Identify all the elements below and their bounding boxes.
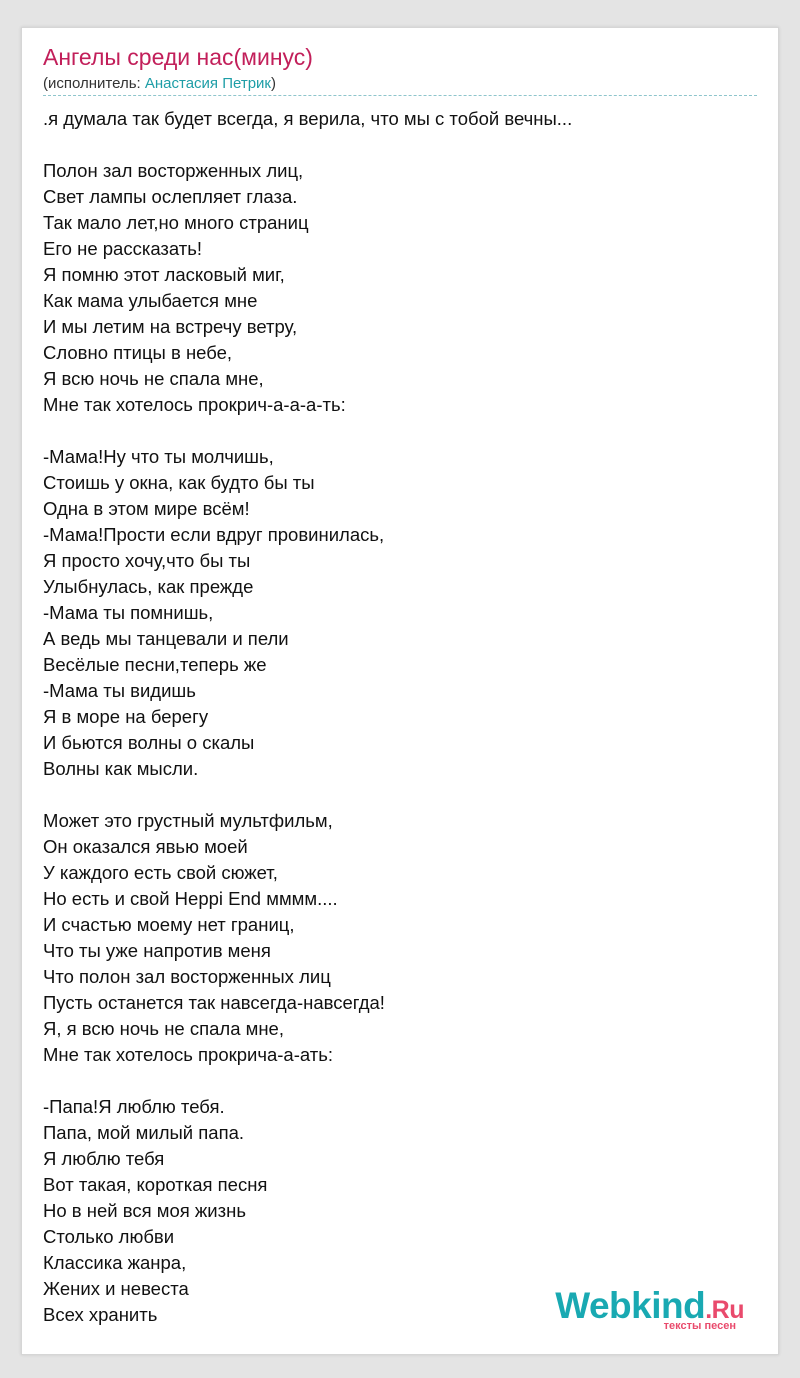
logo-tld: .Ru (705, 1296, 744, 1324)
lyric-line: -Мама ты помнишь, (43, 602, 214, 623)
lyric-line: Классика жанра, (43, 1252, 187, 1273)
lyric-line: Я в море на берегу (43, 706, 209, 727)
lyric-line: Так мало лет,но много страниц (43, 212, 309, 233)
lyric-line: Он оказался явью моей (43, 836, 248, 857)
lyric-line: Словно птицы в небе, (43, 342, 233, 363)
lyric-line: Я просто хочу,что бы ты (43, 550, 251, 571)
stanza-break (43, 1068, 757, 1094)
artist-link[interactable]: Анастасия Петрик (144, 75, 271, 92)
lyric-line: Папа, мой милый папа. (43, 1122, 245, 1143)
lyric-line: Мне так хотелось прокрич-а-а-а-ть: (43, 394, 346, 415)
lyric-line: А ведь мы танцевали и пели (43, 628, 289, 649)
artist-line (43, 74, 757, 96)
lyric-line: Полон зал восторженных лиц, (43, 160, 304, 181)
lyric-line: Пусть останется так навсегда-навсегда! (43, 992, 385, 1013)
song-title: Ангелы среди нас(минус) (43, 44, 313, 70)
logo-name: Webkind (555, 1285, 706, 1326)
lyric-line: -Мама ты видишь (43, 680, 196, 701)
lyric-line: Улыбнулась, как прежде (43, 576, 254, 597)
lyric-line: Жених и невеста (43, 1278, 189, 1299)
lyric-line: У каждого есть свой сюжет, (43, 862, 278, 883)
stanza-break (43, 132, 757, 158)
artist-suffix: ) (271, 75, 276, 92)
lyric-line: Весёлые песни,теперь же (43, 654, 267, 675)
lyric-line: Свет лампы ослепляет глаза. (43, 186, 298, 207)
lyric-line: Его не рассказать! (43, 238, 203, 259)
lyric-line: Я, я всю ночь не спала мне, (43, 1018, 284, 1039)
lyric-line: Что ты уже напротив меня (43, 940, 271, 961)
stanza-break (43, 418, 757, 444)
lyric-line: Может это грустный мультфильм, (43, 810, 333, 831)
artist-prefix: (исполнитель: (43, 75, 145, 92)
lyric-line: И бьются волны о скалы (43, 732, 255, 753)
stanza-break (43, 782, 757, 808)
lyric-line: -Папа!Я люблю тебя. (43, 1096, 225, 1117)
lyric-line: Вот такая, короткая песня (43, 1174, 268, 1195)
lyric-line: Всех хранить (43, 1304, 158, 1325)
logo-tagline: тексты песен (663, 1320, 736, 1332)
lyric-line: Я всю ночь не спала мне, (43, 368, 264, 389)
lyric-line: Я люблю тебя (43, 1148, 165, 1169)
lyric-line: Стоишь у окна, как будто бы ты (43, 472, 315, 493)
lyrics-text (43, 106, 757, 1328)
lyric-line: Я помню этот ласковый миг, (43, 264, 285, 285)
lyric-line: Одна в этом мире всём! (43, 498, 250, 519)
lyric-line: .я думала так будет всегда, я верила, что мы с тобой вечны... (43, 108, 573, 129)
lyric-line: И счастью моему нет границ, (43, 914, 295, 935)
lyric-line: Волны как мысли. (43, 758, 199, 779)
webkind-logo[interactable] (555, 1285, 744, 1332)
lyric-line: Мне так хотелось прокрича-а-ать: (43, 1044, 334, 1065)
lyric-line: Но есть и свой Heppi End мммм.... (43, 888, 338, 909)
lyric-line: Как мама улыбается мне (43, 290, 258, 311)
lyric-line: -Мама!Ну что ты молчишь, (43, 446, 274, 467)
lyric-line: Но в ней вся моя жизнь (43, 1200, 246, 1221)
lyric-line: Столько любви (43, 1226, 175, 1247)
lyric-line: -Мама!Прости если вдруг провинилась, (43, 524, 385, 545)
lyric-line: Что полон зал восторженных лиц (43, 966, 331, 987)
lyrics-card (21, 27, 779, 1355)
lyric-line: И мы летим на встречу ветру, (43, 316, 298, 337)
